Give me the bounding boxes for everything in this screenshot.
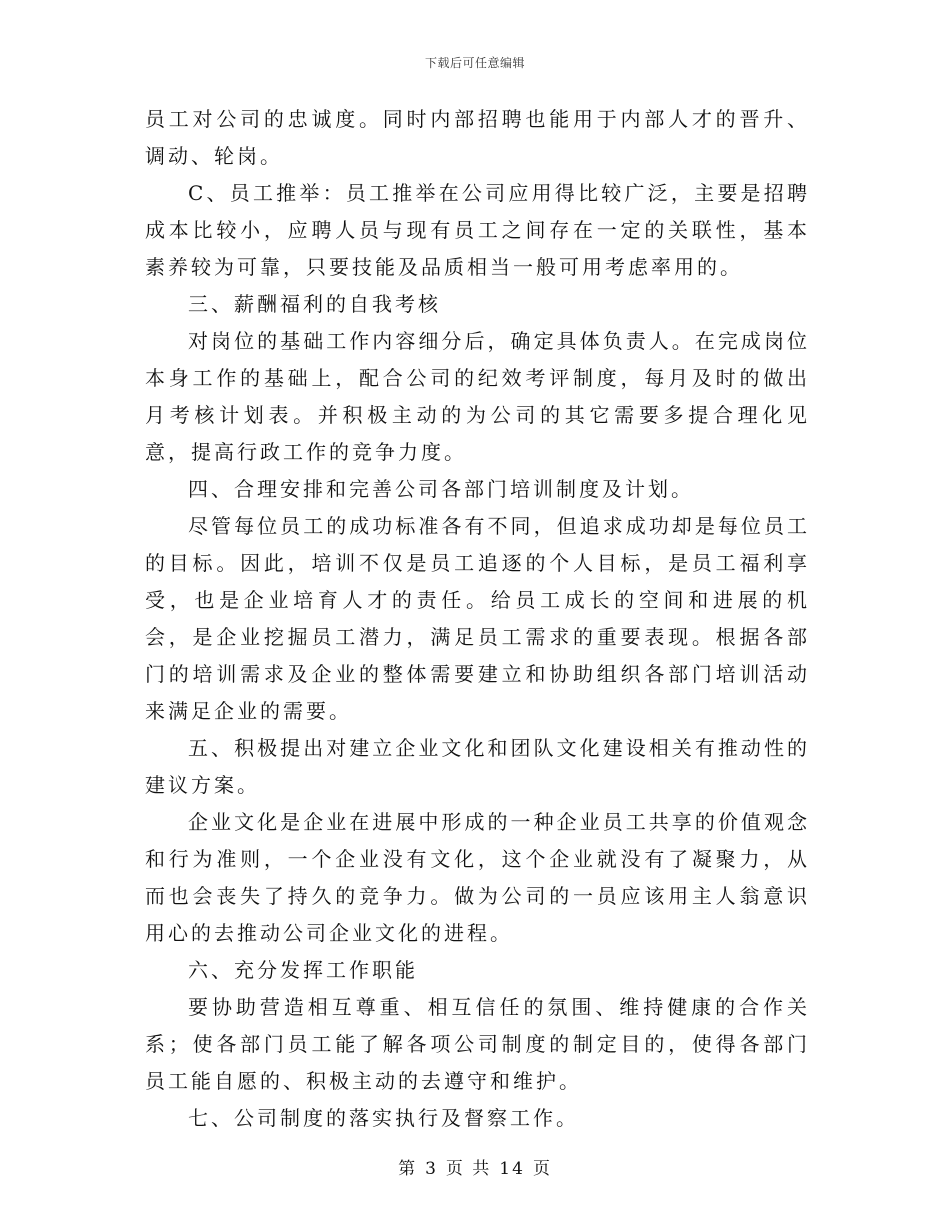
footer-middle: 页 共 [445, 1159, 492, 1179]
paragraph-6: 尽管每位员工的成功标准各有不同，但追求成功却是每位员工的目标。因此，培训不仅是员工追逐的个人目标，是员工福利享受，也是企业培育人才的责任。给员工成长的空间和进展的机会，是企业挖掘员工潜力，满足员工需求的重要表现。根据各部门的培训需求及企业的整体需要建立和协助组织各部门培训活动来满足企业的需要。 [145, 514, 810, 723]
section-heading-5: 五、积极提出对建立企业文化和团队文化建设相关有推动性的建议方案。 [145, 736, 810, 797]
section-heading-4: 四、合理安排和完善公司各部门培训制度及计划。 [188, 477, 694, 501]
paragraph-8: 企业文化是企业在进展中形成的一种企业员工共享的价值观念和行为准则，一个企业没有文化，这个企业就没有了凝聚力，从而也会丧失了持久的竞争力。做为公司的一员应该用主人翁意识用心的去推动公司企业文化的进程。 [145, 810, 810, 945]
page-footer [0, 1154, 950, 1179]
paragraph-10: 要协助营造相互尊重、相互信任的氛围、维持健康的合作关系；使各部门员工能了解各项公司制度的制定目的，使得各部门员工能自愿的、积极主动的去遵守和维护。 [145, 995, 810, 1093]
total-pages-number: 14 [499, 1159, 525, 1179]
section-heading-6: 六、充分发挥工作职能 [188, 958, 418, 982]
page-header: 下载后可任意编辑 [424, 56, 525, 70]
footer-prefix: 第 [398, 1159, 418, 1179]
paragraph-4: 对岗位的基础工作内容细分后，确定具体负责人。在完成岗位本身工作的基础上，配合公司的纪效考评制度，每月及时的做出月考核计划表。并积极主动的为公司的其它需要多提合理化见意，提高行政工作的竞争力度。 [145, 329, 810, 464]
section-heading-3: 三、薪酬福利的自我考核 [188, 292, 441, 316]
section-heading-7: 七、公司制度的落实执行及督察工作。 [188, 1106, 579, 1130]
current-page-number: 3 [425, 1159, 438, 1179]
paragraph-1: 员工对公司的忠诚度。同时内部招聘也能用于内部人才的晋升、调动、轮岗。 [145, 107, 810, 168]
footer-suffix: 页 [532, 1159, 552, 1179]
paragraph-2: C、员工推举：员工推举在公司应用得比较广泛，主要是招聘成本比较小，应聘人员与现有员工之间存在一定的关联性，基本素养较为可靠，只要技能及品质相当一般可用考虑率用的。 [145, 181, 810, 279]
document-body [145, 101, 810, 1137]
